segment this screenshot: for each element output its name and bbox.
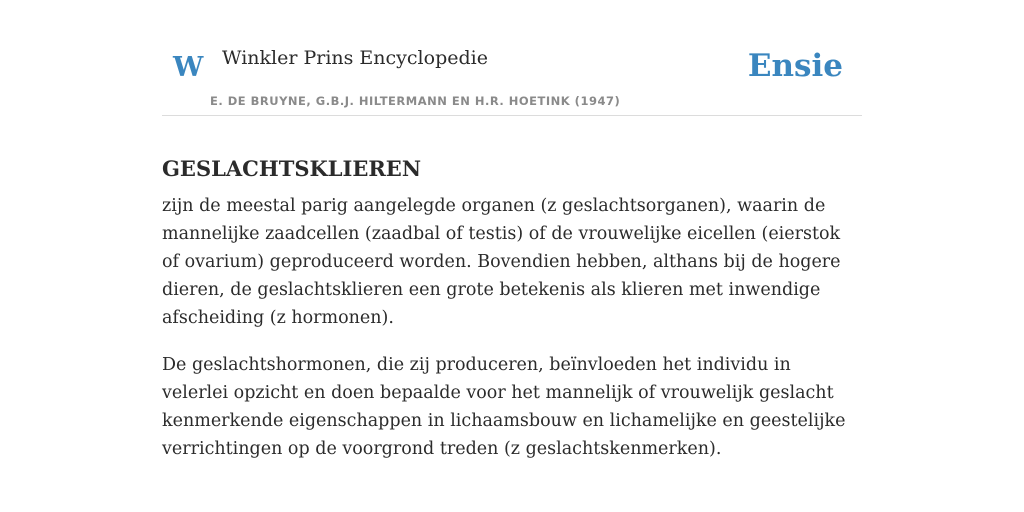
header-divider — [162, 115, 862, 116]
entry-article — [162, 192, 862, 482]
source-title[interactable]: Winkler Prins Encyclopedie — [222, 47, 488, 69]
entry-paragraph: zijn de meestal parig aangelegde organen (z geslachtsorganen), waarin de mannelijke zaadcellen (zaadbal of testis) of de vrouwelijke eicellen (eierstok of ovarium) geproduceerd worden. Bovendien hebben, althans bij de hogere dieren, de geslachtsklieren een grote betekenis als klieren met inwendige afscheiding (z hormonen). — [162, 196, 841, 328]
source-logo[interactable]: W — [173, 52, 204, 83]
entry-paragraph: De geslachtshormonen, die zij produceren, beïnvloeden het individu in velerlei opzicht en doen bepaalde voor het mannelijk of vrouwelijk geslacht kenmerkende eigenschappen in lichaamsbouw en lichamelijke en geestelijke verrichtingen op de voorgrond treden (z geslachtskenmerken). — [162, 355, 846, 459]
source-authors: E. DE BRUYNE, G.B.J. HILTERMANN EN H.R. HOETINK (1947) — [210, 94, 621, 108]
entry-headword: GESLACHTSKLIEREN — [162, 156, 422, 182]
brand-logo[interactable]: Ensie — [747, 48, 843, 84]
